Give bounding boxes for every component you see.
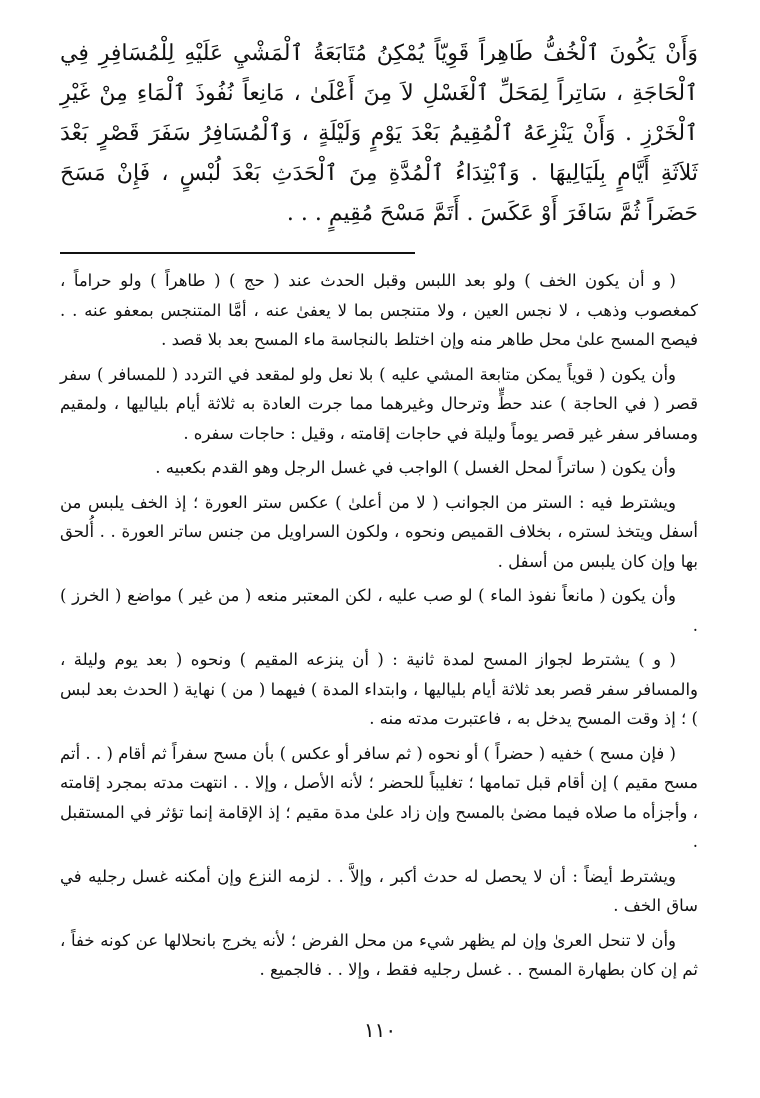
page-number: ١١٠: [363, 1018, 397, 1042]
commentary-paragraph: وأن يكون ( قوياً يمكن متابعة المشي عليه ) بلا نعل ولو لمقعد في التردد ( للمسافر ) سفر قصر ( في الحاجة ) عند حطٍّ وترحال وغيرهما مما جرت العادة به ثلاثة أيام بلياليها ، ولمقيم ومسافر سفر غير قصر يوماً وليلة في حاجات إقامته ، وقيل : حاجات سفره .: [60, 364, 698, 443]
commentary-paragraph: ويشترط فيه : الستر من الجوانب ( لا من أعلىٰ ) عكس ستر العورة ؛ إذ الخف يلبس من أسفل ويتخذ لستره ، بخلاف القميص ونحوه ، ولكون السراويل من جنس ساتر العورة . . أُلحق بها وإن كان يلبس من أسفل .: [60, 492, 698, 571]
commentary-paragraph: ( و أن يكون الخف ) ولو بعد اللبس وقبل الحدث عند ( حج ) ( طاهراً ) ولو حراماً ، كمغصوب وذهب ، لا نجس العين ، ولا متنجس بما لا يعفىٰ عنه ، أمَّا المتنجس بمعفو عنه . . فيصح المسح علىٰ محل طاهر منه وإن اختلط بالنجاسة ماء المسح بعد بلا قصد .: [60, 271, 698, 349]
separator-line: [60, 252, 415, 254]
commentary-paragraph: وأن يكون ( ساتراً لمحل الغسل ) الواجب في غسل الرجل وهو القدم بكعبيه .: [155, 458, 676, 477]
commentary-paragraph: وأن يكون ( مانعاً نفوذ الماء ) لو صب عليه ، لكن المعتبر منعه ( من غير ) مواضع ( الخرز ) .: [60, 586, 698, 635]
commentary-paragraph: ( فإن مسح ) خفيه ( حضراً ) أو نحوه ( ثم سافر أو عكس ) بأن مسح سفراً ثم أقام ( . . أتم مسح مقيم ) إن أقام قبل تمامها ؛ تغليباً للحضر ؛ لأنه الأصل ، وإلا . . انتهت مدته بمجرد إقامته ، وأجزأه ما صلاه فيما مضىٰ بالمسح وإن زاد علىٰ مدة مقيم ؛ إذ الإقامة إنما تؤثر في المستقبل .: [60, 743, 698, 851]
main-text-paragraph: وَأَنْ يَكُونَ ٱلْخُفُّ طَاهِراً قَوِيّاً يُمْكِنُ مُتَابَعَةُ ٱلْمَشْيِ عَلَيْهِ لِلْمُسَافِرِ فِي ٱلْحَاجَةِ ، سَاتِراً لِمَحَلِّ ٱلْغَسْلِ لاَ مِنَ أَعْلَىٰ ، مَانِعاً نُفُوذَ ٱلْمَاءِ مِنْ غَيْرِ ٱلْخَرْزِ . وَأَنْ يَنْزِعَهُ ٱلْمُقِيمُ بَعْدَ يَوْمٍ وَلَيْلَةٍ ، وَٱلْمُسَافِرُ سَفَرَ قَصْرٍ بَعْدَ ثَلاَثَةِ أَيَّامٍ بِلَيَالِيهَا . وَٱبْتِدَاءُ ٱلْمُدَّةِ مِنَ ٱلْحَدَثِ بَعْدَ لُبْسٍ ، فَإِنْ مَسَحَ حَضَراً ثُمَّ سَافَرَ أَوْ عَكَسَ . أَتَمَّ مَسْحَ مُقِيمٍ . . .: [60, 41, 698, 226]
commentary-paragraph: ويشترط أيضاً : أن لا يحصل له حدث أكبر ، وإلاَّ . . لزمه النزع وإن أمكنه غسل رجليه في ساق الخف .: [60, 866, 698, 915]
commentary-paragraph: ( و ) يشترط لجواز المسح لمدة ثانية : ( أن ينزعه المقيم ) ونحوه ( بعد يوم وليلة ، والمسافر سفر قصر بعد ثلاثة أيام بلياليها ، وابتداء المدة ) فيهما ( من ) نهاية ( الحدث بعد لبس ) ؛ إذ وقت المسح يدخل به ، فاعتبرت مدته منه .: [60, 650, 698, 728]
commentary: [60, 266, 698, 985]
main-text: [60, 34, 698, 234]
commentary-paragraph: وأن لا تنحل العرىٰ وإن لم يظهر شيء من محل الفرض ؛ لأنه يخرج بانحلالها عن كونه خفاً ، ثم إن كان بطهارة المسح . . غسل رجليه فقط ، وإلا . . فالجميع .: [60, 930, 698, 979]
